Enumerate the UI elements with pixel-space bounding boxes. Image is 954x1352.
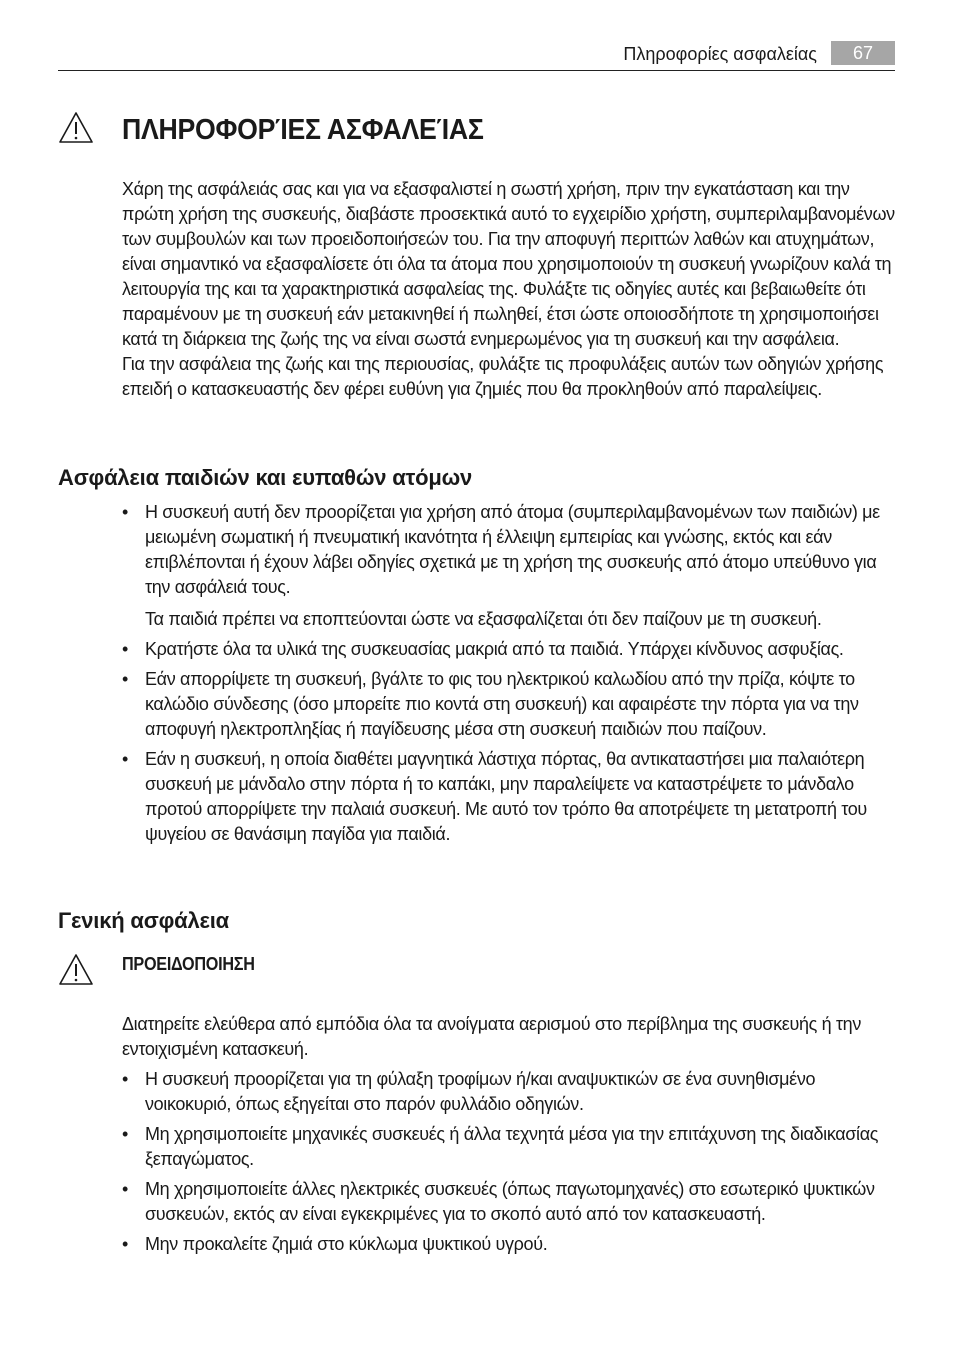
children-safety-list [122,500,902,847]
list-item: • Εάν απορρίψετε τη συσκευή, βγάλτε το φις του ηλεκτρικού καλωδίου από την πρίζα, κόψτε το καλώδιο σύνδεσης (όσο μπορείτε πιο κοντά στη συσκευή) και αφαιρέστε την πόρτα για να την αποφυγή ηλεκτροπληξίας ή παγίδευσης μέσα στη συσκευή παιδιών που παίζουν. [122,667,902,742]
warning-paragraph: Διατηρείτε ελεύθερα από εμπόδια όλα τα ανοίγματα αερισμού στο περίβλημα της συσκευής ή την εντοιχισμένη κατασκευή. [122,1014,861,1059]
page-title: ΠΛΗΡΟΦΟΡΊΕΣ ΑΣΦΑΛΕΊΑΣ [122,114,484,146]
list-item: • Η συσκευή προορίζεται για τη φύλαξη τροφίμων ή/και αναψυκτικών σε ένα συνηθισμένο νοικοκυριό, όπως εξηγείται στο παρόν φυλλάδιο οδηγιών. [122,1067,902,1117]
page-number: 67 [831,41,895,65]
list-item: • Μη χρησιμοποιείτε μηχανικές συσκευές ή άλλα τεχνητά μέσα για την επιτάχυνση της διαδικασίας ξεπαγώματος. [122,1122,902,1172]
list-item: • Η συσκευή αυτή δεν προορίζεται για χρήση από άτομα (συμπεριλαμβανομένων των παιδιών) με μειωμένη σωματική ή πνευματική ικανότητα ή έλλειψη εμπειρίας και γνώσης, εκτός και εάν επιβλέπονται ή έχουν λάβει οδηγίες σχετικά με τη χρήση της συσκευής από άτομο υπεύθυνο για την ασφάλειά τους. [122,500,902,600]
page-header [58,40,895,71]
warning-text [122,1012,902,1062]
header-title: Πληροφορίες ασφαλείας [623,44,817,64]
warning-label: ΠΡΟΕΙΔΟΠΟΙΗΣΗ [122,954,255,974]
section-heading-general-safety: Γενική ασφάλεια [58,908,229,933]
warning-triangle-icon [58,111,94,144]
list-item: • Μη χρησιμοποιείτε άλλες ηλεκτρικές συσκευές (όπως παγωτομηχανές) στο εσωτερικό ψυκτικών συσκευών, εκτός αν είναι εγκεκριμένες για το σκοπό αυτό από τον κατασκευαστή. [122,1177,902,1227]
list-item: • Κρατήστε όλα τα υλικά της συσκευασίας μακριά από τα παιδιά. Υπάρχει κίνδυνος ασφυξίας. [122,637,902,662]
intro-paragraph: Χάρη της ασφάλειάς σας και για να εξασφαλιστεί η σωστή χρήση, πριν την εγκατάσταση και την πρώτη χρήση της συσκευής, διαβάστε προσεκτικά αυτό το εγχειρίδιο χρήστη, συμπεριλαμβανομένων των συμβουλών και των προειδοποιήσεών του. Για την αποφυγή περιττών λαθών και ατυχημάτων, είναι σημαντικό να εξασφαλίσετε ότι όλα τα άτομα που χρησιμοποιούν τη συσκευή γνωρίζουν καλά τη λειτουργία της και τα χαρακτηριστικά ασφαλείας της. Φυλάξτε τις οδηγίες αυτές και βεβαιωθείτε ότι παραμένουν με τη συσκευή εάν μετακινηθεί ή πωληθεί, έτσι ώστε οποιοσδήποτε τη χρησιμοποιήσει κατά τη διάρκεια της ζωής της να είναι σωστά ενημερωμένος για τη συσκευή και την ασφάλεια. [122,179,895,349]
intro-paragraph: Για την ασφάλεια της ζωής και της περιουσίας, φυλάξτε τις προφυλάξεις αυτών των οδηγιών χρήσης επειδή ο κατασκευαστής δεν φέρει ευθύνη για ζημιές που θα προκληθούν από παραλείψεις. [122,354,884,399]
intro-text [122,177,902,402]
general-safety-list [122,1067,902,1257]
list-item-continuation: Τα παιδιά πρέπει να εποπτεύονται ώστε να εξασφαλίζεται ότι δεν παίζουν με τη συσκευή. [145,609,822,629]
list-item: • Μην προκαλείτε ζημιά στο κύκλωμα ψυκτικού υγρού. [122,1232,902,1257]
list-item: • Εάν η συσκευή, η οποία διαθέτει μαγνητικά λάστιχα πόρτας, θα αντικαταστήσει μια παλαιότερη συσκευή με μάνδαλο στην πόρτα ή το καπάκι, μην παραλείψετε να καταστρέψετε το μάνδαλο προτού απορρίψετε την παλαιά συσκευή. Με αυτό τον τρόπο θα αποτρέψετε τη μετατροπή του ψυγείου σε θανάσιμη παγίδα για παιδιά. [122,747,902,847]
section-heading-children-safety: Ασφάλεια παιδιών και ευπαθών ατόμων [58,465,473,490]
warning-triangle-icon [58,953,94,986]
